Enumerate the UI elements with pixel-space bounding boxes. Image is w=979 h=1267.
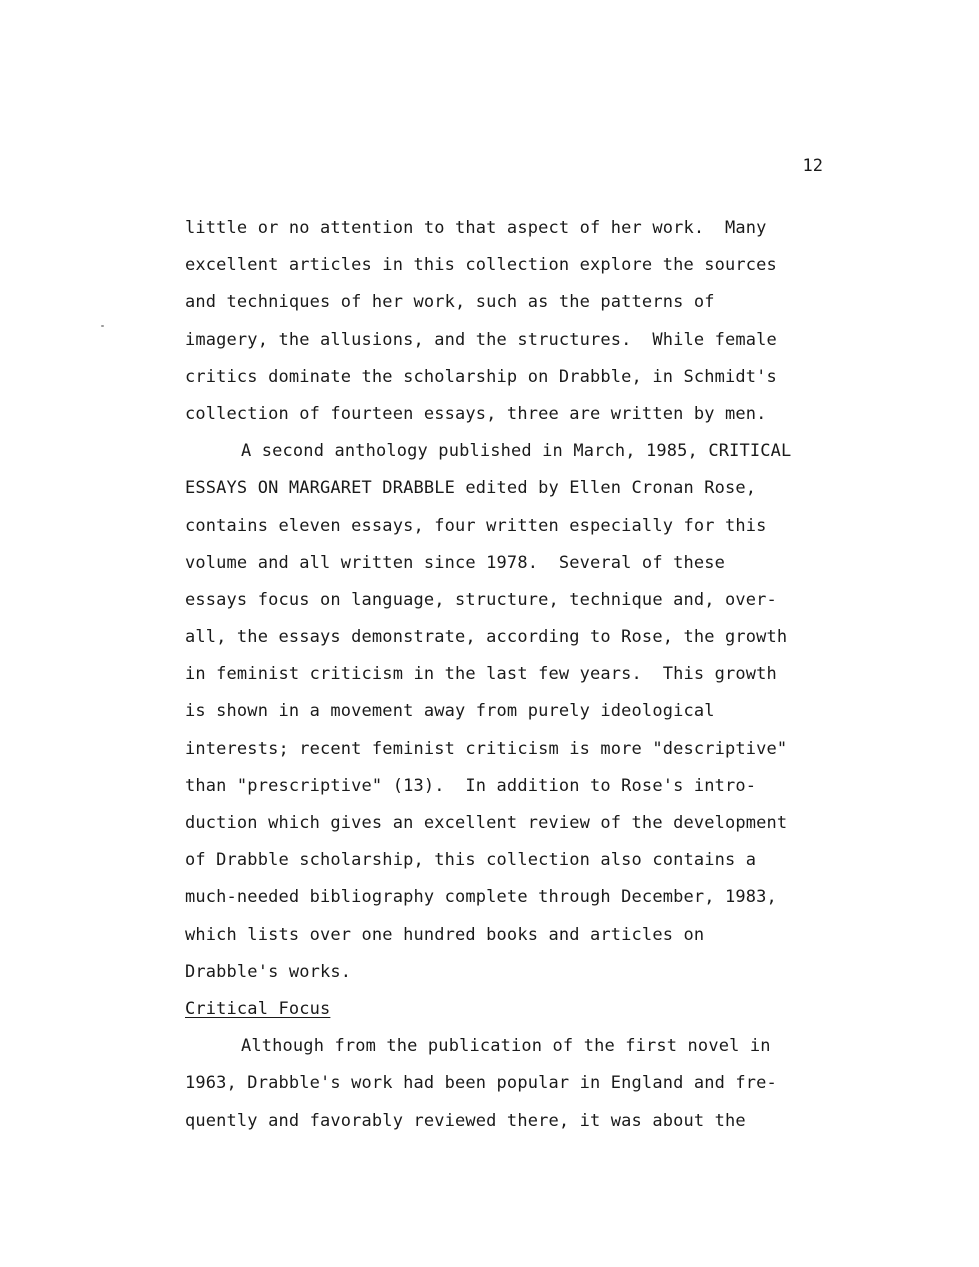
stray-mark: [101, 325, 104, 327]
section-heading: Critical Focus: [185, 998, 331, 1019]
text-line: contains eleven essays, four written especially for this: [185, 515, 767, 536]
page-number: 12: [802, 156, 823, 176]
paragraph-start-line: Although from the publication of the first novel in: [241, 1036, 771, 1057]
paragraph-start-line: A second anthology published in March, 1985, CRITICAL: [241, 441, 792, 462]
text-line: much-needed bibliography complete through December, 1983,: [185, 887, 777, 908]
text-line: in feminist criticism in the last few years. This growth: [185, 664, 777, 685]
text-line: ESSAYS ON MARGARET DRABBLE edited by Ellen Cronan Rose,: [185, 478, 757, 499]
text-line: is shown in a movement away from purely ideological: [185, 701, 715, 722]
text-line: Drabble's works.: [185, 961, 352, 982]
text-line: collection of fourteen essays, three are written by men.: [185, 403, 767, 424]
text-line: essays focus on language, structure, technique and, over-: [185, 589, 777, 610]
text-line: little or no attention to that aspect of her work. Many: [185, 218, 767, 238]
text-line: volume and all written since 1978. Several of these: [185, 552, 726, 573]
text-line: 1963, Drabble's work had been popular in England and fre-: [185, 1073, 777, 1094]
text-line: interests; recent feminist criticism is more "descriptive": [185, 738, 788, 759]
text-line: excellent articles in this collection explore the sources: [185, 255, 777, 276]
text-line: duction which gives an excellent review of the development: [185, 813, 788, 833]
text-line: of Drabble scholarship, this collection also contains a: [185, 850, 757, 871]
text-line: critics dominate the scholarship on Drabble, in Schmidt's: [185, 366, 777, 387]
text-line: than "prescriptive" (13). In addition to Rose's intro-: [185, 775, 757, 796]
text-line: which lists over one hundred books and articles on: [185, 924, 705, 945]
text-line: and techniques of her work, such as the patterns of: [185, 292, 715, 313]
text-line: quently and favorably reviewed there, it was about the: [185, 1110, 746, 1131]
body-text: [185, 210, 865, 1140]
text-line: imagery, the allusions, and the structures. While female: [185, 329, 777, 350]
text-line: all, the essays demonstrate, according to Rose, the growth: [185, 627, 788, 648]
